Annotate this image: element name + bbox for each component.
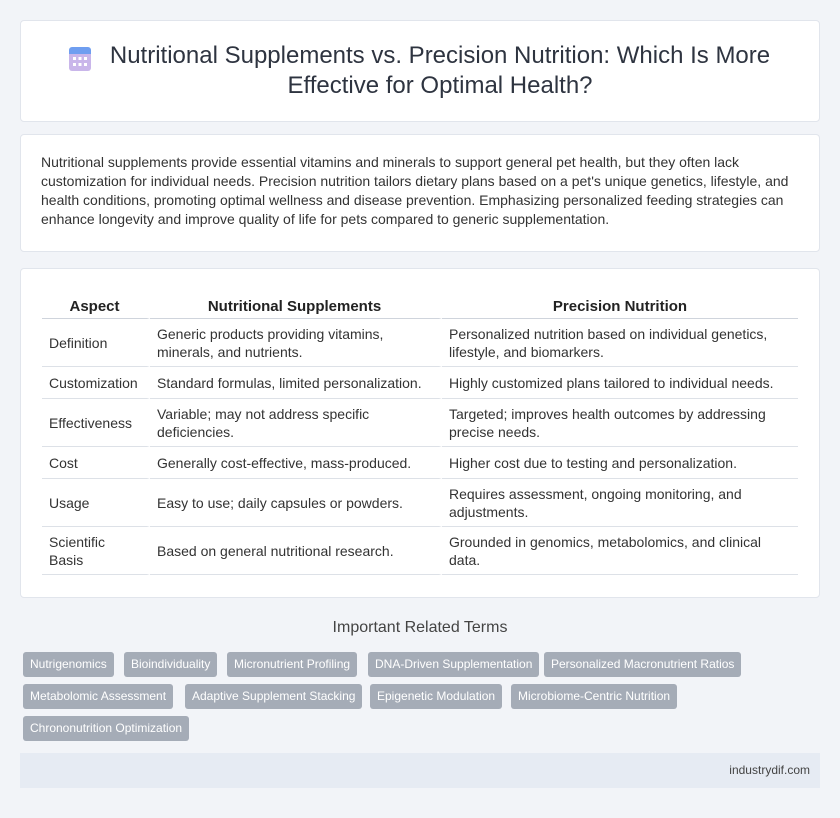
row-aspect: Customization (42, 367, 150, 399)
intro-paragraph: Nutritional supplements provide essential vitamins and minerals to support general pet health, but they often lack customization for individual needs. Precision nutrition tailors dietary plans based on a pet's unique genetics, lifestyle, and health conditions, promoting optimal wellness and disease prevention. Emphasizing personalized feeding strategies can enhance longevity and improve quality of life for pets compared to generic supplementation. (41, 154, 789, 227)
table-row (42, 447, 798, 479)
tag-micronutrient-profiling[interactable]: Micronutrient Profiling (227, 652, 357, 677)
row-precision-cell: Targeted; improves health outcomes by addressing precise needs. (442, 399, 798, 447)
header-precision-nutrition: Precision Nutrition (442, 295, 798, 319)
table-row (42, 319, 798, 367)
comparison-table (42, 295, 798, 575)
page-title: Nutritional Supplements vs. Precision Nutrition: Which Is More Effective for Optimal Health? (109, 42, 771, 99)
row-precision-cell: Higher cost due to testing and personalization. (442, 447, 798, 479)
row-precision-cell: Highly customized plans tailored to individual needs. (442, 367, 798, 399)
tag-microbiome-centric-nutrition[interactable]: Microbiome-Centric Nutrition (511, 684, 677, 709)
tag-nutrigenomics[interactable]: Nutrigenomics (23, 652, 114, 677)
table-header-row (42, 295, 798, 319)
intro-card (20, 134, 820, 252)
tag-bioindividuality[interactable]: Bioindividuality (124, 652, 217, 677)
header-aspect: Aspect (42, 295, 150, 319)
row-precision-cell: Grounded in genomics, metabolomics, and clinical data. (442, 527, 798, 575)
tag-metabolomic-assessment[interactable]: Metabolomic Assessment (23, 684, 173, 709)
row-aspect: Scientific Basis (42, 527, 150, 575)
row-aspect: Definition (42, 319, 150, 367)
row-supplements-cell: Based on general nutritional research. (150, 527, 442, 575)
header-nutritional-supplements: Nutritional Supplements (150, 295, 442, 319)
tag-epigenetic-modulation[interactable]: Epigenetic Modulation (370, 684, 502, 709)
row-supplements-cell: Generic products providing vitamins, minerals, and nutrients. (150, 319, 442, 367)
tag-chrononutrition-optimization[interactable]: Chrononutrition Optimization (23, 716, 189, 741)
row-precision-cell: Requires assessment, ongoing monitoring, and adjustments. (442, 479, 798, 527)
header-card (20, 20, 820, 122)
row-aspect: Usage (42, 479, 150, 527)
row-supplements-cell: Variable; may not address specific deficiencies. (150, 399, 442, 447)
table-row (42, 399, 798, 447)
footer (20, 753, 820, 788)
table-row (42, 527, 798, 575)
row-supplements-cell: Generally cost-effective, mass-produced. (150, 447, 442, 479)
tag-personalized-macronutrient-ratios[interactable]: Personalized Macronutrient Ratios (544, 652, 741, 677)
row-aspect: Effectiveness (42, 399, 150, 447)
row-supplements-cell: Easy to use; daily capsules or powders. (150, 479, 442, 527)
row-aspect: Cost (42, 447, 150, 479)
comparison-card (20, 268, 820, 598)
row-precision-cell: Personalized nutrition based on individual genetics, lifestyle, and biomarkers. (442, 319, 798, 367)
tag-dna-driven-supplementation[interactable]: DNA-Driven Supplementation (368, 652, 539, 677)
tag-adaptive-supplement-stacking[interactable]: Adaptive Supplement Stacking (185, 684, 362, 709)
related-terms-heading: Important Related Terms (332, 619, 508, 636)
row-supplements-cell: Standard formulas, limited personalization. (150, 367, 442, 399)
table-row (42, 367, 798, 399)
footer-site-link[interactable]: industrydif.com (729, 763, 810, 777)
table-row (42, 479, 798, 527)
